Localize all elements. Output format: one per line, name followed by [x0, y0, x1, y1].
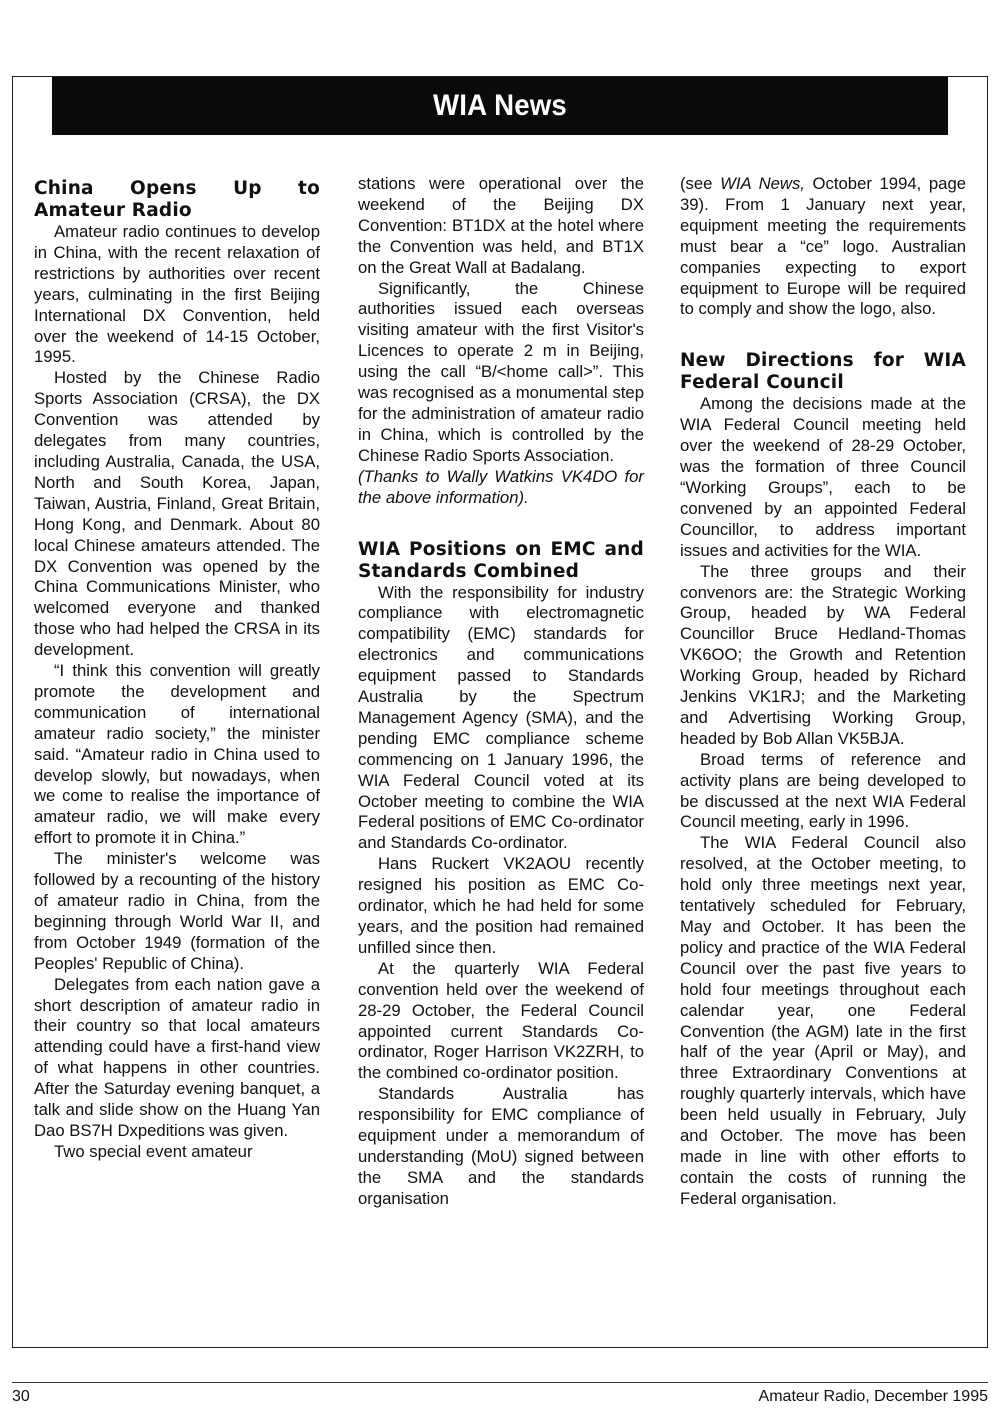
paragraph: Hosted by the Chinese Radio Sports Association (CRSA), the DX Convention was attended by delegates from many countries, including Australia, Canada, the USA, North and South Korea, Japan, Taiwan, Austria, Finland, Great Britain, Hong Kong, and Denmark. About 80 local Chinese amateurs attended. The DX Convention was opened by the China Communications Minister, who welcomed everyone and thanked those who had helped the CRSA in its development. — [34, 368, 320, 660]
page-title: WIA News — [52, 77, 948, 135]
article-heading-emc: WIA Positions on EMC and Standards Combined — [358, 538, 644, 582]
paragraph: Amateur radio continues to develop in China, with the recent relaxation of restrictions by authorities over recent years, culminating in the first Beijing International DX Convention, held over the weekend of 14-15 October, 1995. — [34, 222, 320, 367]
page-number: 30 — [12, 1388, 30, 1405]
paragraph: Standards Australia has responsibility for EMC compliance of equipment under a memorandum of understanding (MoU) signed between the SMA and the standards organisation — [358, 1084, 644, 1208]
paragraph: Significantly, the Chinese authorities issued each overseas visiting amateur with the first Visitor's Licences to operate 2 m in Beijing, using the call “B/<home call>”. This was recognised as a monumental step for the administration of amateur radio in China, which is controlled by the Chinese Radio Sports Association. — [358, 278, 644, 465]
column-1 — [34, 178, 320, 1163]
column-3 — [680, 174, 966, 1210]
paragraph: The minister's welcome was followed by a recounting of the history of amateur radio in China, from the beginning through World War II, and from October 1949 (formation of the Peoples' Republic of China). — [34, 849, 320, 973]
credit-note: (Thanks to Wally Watkins VK4DO for the above information). — [358, 466, 644, 507]
paragraph: stations were operational over the weekend of the Beijing DX Convention: BT1DX at the hotel where the Convention was held, and BT1X on the Great Wall at Badalang. — [358, 174, 644, 277]
article-heading-china: China Opens Up to Amateur Radio — [34, 178, 320, 221]
paragraph: Broad terms of reference and activity plans are being developed to be discussed at the next WIA Federal Council meeting, early in 1996. — [680, 749, 966, 832]
column-2 — [358, 174, 644, 1210]
paragraph: “I think this convention will greatly promote the development and communication of international amateur radio society,” the minister said. “Amateur radio in China used to develop slowly, but nowadays, when we come to realise the importance of amateur radio, we will make every effort to promote it in China.” — [34, 661, 320, 848]
paragraph: Delegates from each nation gave a short description of amateur radio in their country so that local amateurs attending could have a first-hand view of what happens in other countries. After the Saturday evening banquet, a talk and slide show on the Huang Yan Dao BS7H Dxpeditions was given. — [34, 974, 320, 1140]
paragraph: The three groups and their convenors are: the Strategic Working Group, headed by WA Federal Councillor Bruce Hedland-Thomas VK6OO; the Growth and Retention Working Group, headed by Richard Jenkins VK1RJ; and the Marketing and Advertising Working Group, headed by Bob Allan VK5BJA. — [680, 561, 966, 748]
publication-info: Amateur Radio, December 1995 — [758, 1388, 988, 1405]
paragraph: Two special event amateur — [54, 1141, 253, 1161]
footer-rule — [12, 1382, 988, 1383]
article-heading-council: New Directions for WIA Federal Council — [680, 350, 966, 394]
paragraph: Among the decisions made at the WIA Federal Council meeting held over the weekend of 28-29 October, was the formation of three Council “Working Groups”, each to be convened by an appointed Federal Councillor, to address important issues and activities for the WIA. — [680, 394, 966, 560]
paragraph: The WIA Federal Council also resolved, at the October meeting, to hold only three meetings next year, tentatively scheduled for February, May and October. It has been the policy and practice of the WIA Federal Council over the past five years to hold four meetings throughout each calendar year, one Federal Convention (the AGM) late in the first half of the year (April or May), and three Extraordinary Conventions at roughly quarterly intervals, which have been held usually in February, July and October. The move has been made in line with other efforts to contain the costs of running the Federal organisation. — [680, 833, 966, 1208]
paragraph: Hans Ruckert VK2AOU recently resigned his position as EMC Co-ordinator, which he had held for some years, and the position had remained unfilled since then. — [358, 854, 644, 957]
paragraph: With the responsibility for industry compliance with electromagnetic compatibility (EMC) standards for electronics and communications equipment passed to Standards Australia by the Spectrum Management Agency (SMA), and the pending EMC compliance scheme commencing on 1 January 1996, the WIA Federal Council voted at its October meeting to combine the WIA Federal positions of EMC Co-ordinator and Standards Co-ordinator. — [358, 582, 644, 853]
paragraph: (see WIA News, October 1994, page 39). From 1 January next year, equipment meeting the requirements must bear a “ce” logo. Australian companies expecting to export equipment to Europe will be required to comply and show the logo, also. — [680, 174, 967, 319]
paragraph: At the quarterly WIA Federal convention held over the weekend of 28-29 October, the Federal Council appointed current Standards Co-ordinator, Roger Harrison VK2ZRH, to the combined co-ordinator position. — [358, 958, 644, 1083]
